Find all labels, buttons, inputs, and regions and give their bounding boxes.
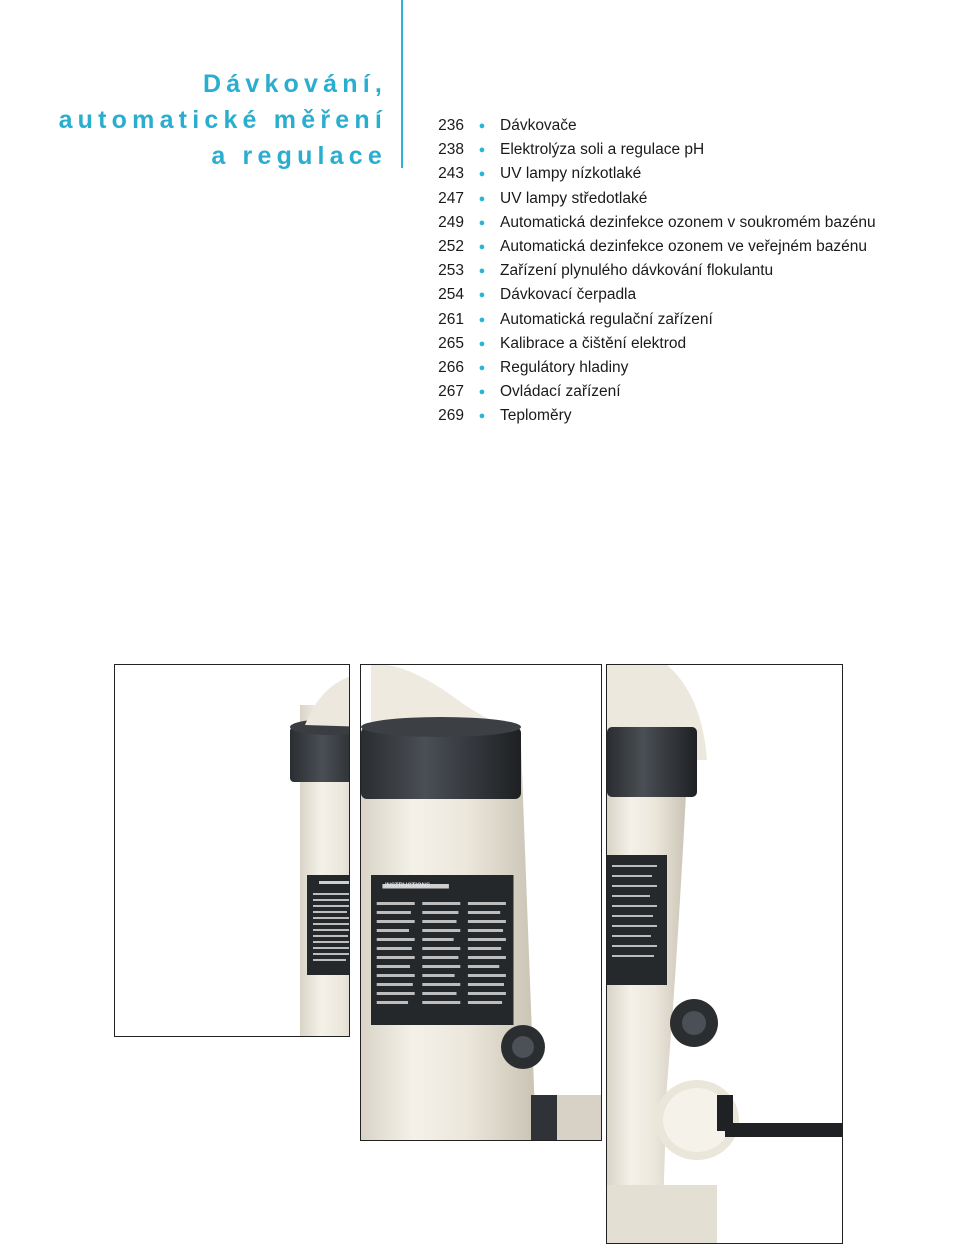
toc-page-number: 252 [438,238,464,256]
bullet-icon: ● [478,168,486,181]
toc-page-number: 236 [438,117,464,135]
toc-page-number: 249 [438,213,464,231]
toc-page-number: 269 [438,407,464,425]
bullet-icon: ● [478,313,486,326]
product-photo-panel-1 [114,664,350,1037]
product-photo-panel-2 [360,664,602,1141]
toc-label: Elektrolýza soli a regulace pH [500,141,705,159]
toc-entry[interactable] [420,380,876,404]
toc-page-number: 243 [438,165,464,183]
toc-label: Regulátory hladiny [500,358,629,376]
toc-page-number: 254 [438,286,464,304]
toc-label: Automatická dezinfekce ozonem v soukromém bazénu [500,213,876,231]
toc-page-number: 238 [438,141,464,159]
chemical-feeder-middle-image [361,665,601,1140]
section-title-line-2: automatické měření [58,106,387,134]
chemical-feeder-right-image [607,665,842,1243]
toc-label: Teploměry [500,407,572,425]
bullet-icon: ● [478,144,486,157]
bullet-icon: ● [478,386,486,399]
bullet-icon: ● [478,337,486,350]
toc-entry[interactable] [420,138,876,162]
product-photo-panel-3 [606,664,843,1244]
toc-entry[interactable] [420,114,876,138]
toc-label: Automatická dezinfekce ozonem ve veřejném bazénu [500,238,868,256]
toc-entry[interactable] [420,211,876,235]
toc-label: UV lampy středotlaké [500,189,648,207]
toc-page-number: 253 [438,262,464,280]
toc-entry[interactable] [420,356,876,380]
toc-label: Automatická regulační zařízení [500,310,713,328]
toc-entry[interactable] [420,162,876,186]
section-title-line-3: a regulace [211,142,387,170]
table-of-contents [420,114,876,428]
bullet-icon: ● [478,120,486,133]
bullet-icon: ● [478,216,486,229]
label-heading-left: INSTRUCTIONS [385,883,430,889]
toc-label: Ovládací zařízení [500,383,621,401]
toc-page-number: 266 [438,358,464,376]
toc-label: Dávkovače [500,117,577,135]
bullet-icon: ● [478,289,486,302]
section-title [58,66,387,174]
toc-page-number: 261 [438,310,464,328]
toc-entry[interactable] [420,259,876,283]
toc-entry[interactable] [420,332,876,356]
toc-entry[interactable] [420,404,876,428]
bullet-icon: ● [478,192,486,205]
bullet-icon: ● [478,361,486,374]
toc-entry[interactable] [420,283,876,307]
toc-entry[interactable] [420,235,876,259]
toc-label: Kalibrace a čištění elektrod [500,334,687,352]
toc-page-number: 265 [438,334,464,352]
bullet-icon: ● [478,265,486,278]
toc-entry[interactable] [420,308,876,332]
toc-label: UV lampy nízkotlaké [500,165,642,183]
toc-label: Dávkovací čerpadla [500,286,637,304]
toc-page-number: 247 [438,189,464,207]
toc-label: Zařízení plynulého dávkování flokulantu [500,262,774,280]
bullet-icon: ● [478,410,486,423]
chemical-feeder-left-image [115,665,349,1036]
bullet-icon: ● [478,241,486,254]
section-title-line-1: Dávkování, [202,70,387,98]
toc-entry[interactable] [420,187,876,211]
section-divider-line [401,0,403,168]
toc-page-number: 267 [438,383,464,401]
